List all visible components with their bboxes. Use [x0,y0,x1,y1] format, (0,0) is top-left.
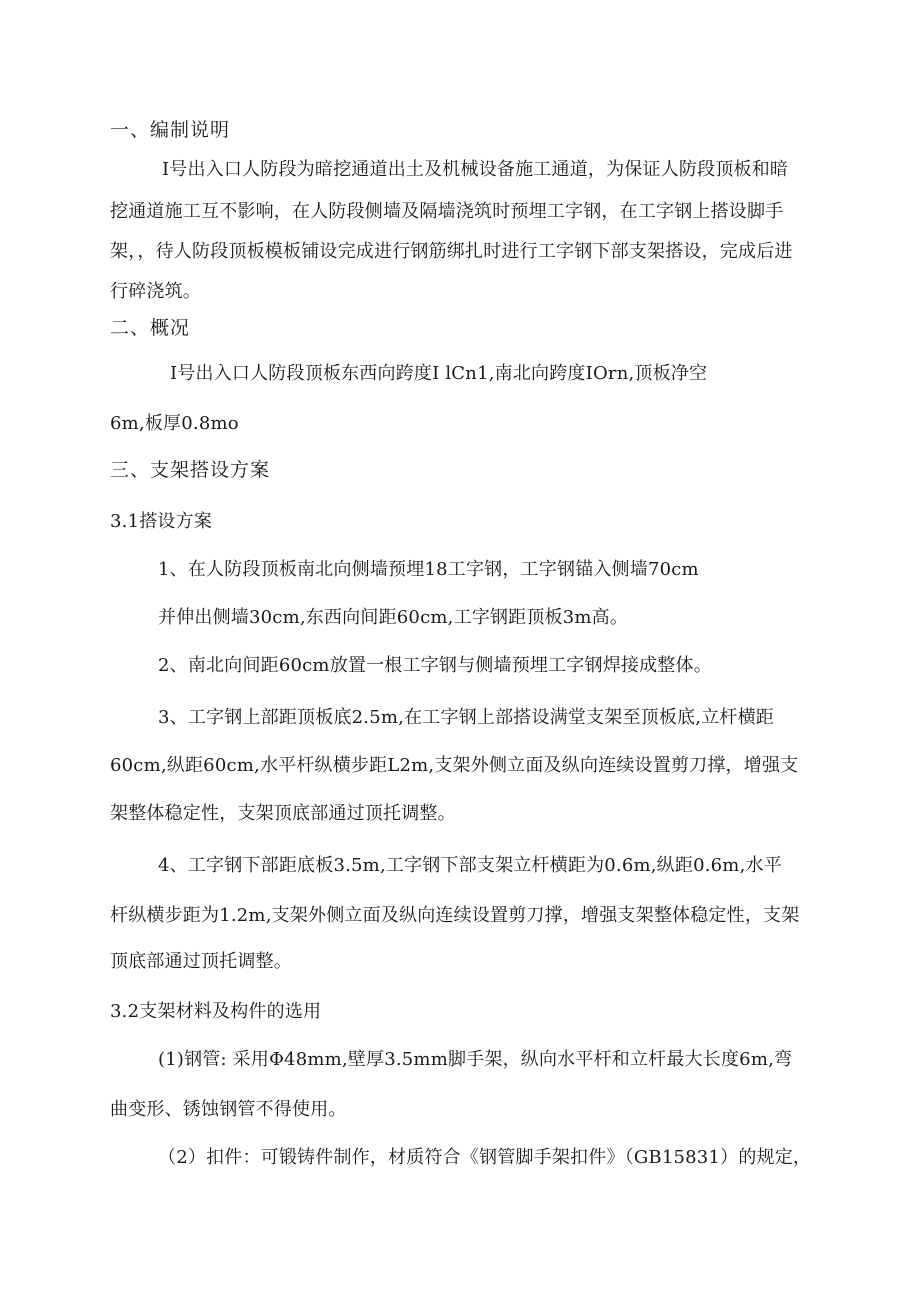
list-item-line: 曲变形、锈蚀钢管不得使用。 [110,1099,347,1120]
list-item-line: (1)钢管: 采用Φ48mm,壁厚3.5mm脚手架，纵向水平杆和立杆最大长度6m,弯 [158,1049,793,1070]
paragraph-line: 挖通道施工互不影响，在人防段侧墙及隔墙浇筑时预埋工字钢，在工字钢上搭设脚手 [110,201,784,222]
list-item-line: 60cm,纵距60cm,水平杆纵横步距L2m,支架外侧立面及纵向连续设置剪刀撑，增强支 [110,755,799,776]
list-item-line: 架整体稳定性，支架顶底部通过顶托调整。 [110,803,456,824]
list-item-line: 4、工字钢下部距底板3.5m,工字钢下部支架立杆横距为0.6m,纵距0.6m,水平 [158,855,782,876]
list-item-line: 1、在人防段顶板南北向侧墙预埋18工字钢，工字钢锚入侧墙70cm [158,559,699,580]
paragraph-line: Ⅰ号出入口人防段为暗挖通道出土及机械设备施工通道，为保证人防段顶板和暗 [162,159,789,180]
list-item-line: 3、工字钢上部距顶板底2.5m,在工字钢上部搭设满堂支架至顶板底,立杆横距 [158,707,774,728]
list-item-line: 2、南北向间距60cm放置一根工字钢与侧墙预埋工字钢焊接成整体。 [158,655,712,676]
paragraph-line: 架，，待人防段顶板模板铺设完成进行钢筋绑扎时进行工字钢下部支架搭设，完成后进 [110,241,793,262]
paragraph-line: 6m,板厚0.8mo [110,413,239,434]
paragraph-line: 行碎浇筑。 [110,281,201,302]
section-heading-3: 三、支架搭设方案 [110,459,271,481]
section-heading-2: 二、概况 [110,317,191,339]
list-item-line: 杆纵横步距为1.2m,支架外侧立面及纵向连续设置剪刀撑，增强支架整体稳定性，支架 [110,905,800,926]
list-item-line: 顶底部通过顶托调整。 [110,951,292,972]
list-item-line: 并伸出侧墙30cm,东西向间距60cm,工字钢距顶板3m高。 [158,607,629,628]
subsection-title-3-1: 3.1搭设方案 [110,511,213,532]
section-heading-1: 一、编制说明 [110,119,231,141]
list-item-line: （2）扣件：可锻铸件制作，材质符合《钢管脚手架扣件》（GB15831）的规定， [158,1147,812,1168]
paragraph-line: Ⅰ号出入口人防段顶板东西向跨度I lCn1,南北向跨度IOrn,顶板净空 [170,363,708,384]
subsection-title-3-2: 3.2支架材料及构件的选用 [110,1001,322,1022]
